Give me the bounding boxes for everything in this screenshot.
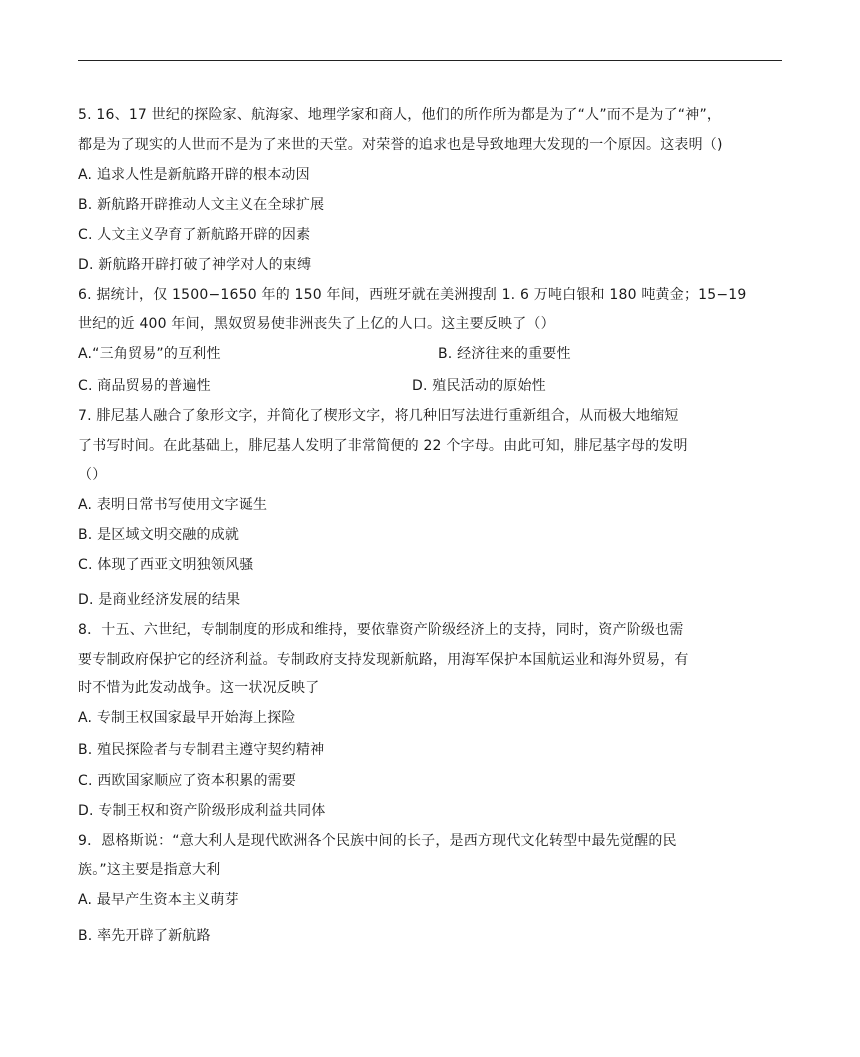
option-c: C. 西欧国家顺应了资本积累的需要 — [78, 773, 297, 789]
question-stem-line: 5. 16、17 世纪的探险家、航海家、地理学家和商人，他们的所作所为都是为了“人”而不是为了“神”， — [78, 107, 722, 123]
option-b: B. 是区域文明交融的成就 — [78, 527, 240, 543]
question-stem-line: 7. 腓尼基人融合了象形文字，并简化了楔形文字，将几种旧写法进行重新组合，从而极大地缩短 — [78, 408, 679, 424]
question-stem-line: 6. 据统计，仅 1500−1650 年的 150 年间，西班牙就在美洲搜刮 1. 6 万吨白银和 180 吨黄金；15−19 — [78, 287, 747, 303]
option-a: A. 表明日常书写使用文字诞生 — [78, 497, 268, 513]
option-c: C. 商品贸易的普遍性 — [78, 378, 211, 394]
question-stem-line: 时不惜为此发动战争。这一状况反映了 — [78, 680, 320, 696]
option-a: A.“三角贸易”的互利性 — [78, 346, 221, 362]
question-stem-line: 世纪的近 400 年间，黑奴贸易使非洲丧失了上亿的人口。这主要反映了（） — [78, 316, 555, 332]
question-stem-line: 族。”这主要是指意大利 — [78, 862, 221, 878]
option-b: B. 率先开辟了新航路 — [78, 928, 211, 944]
question-stem-line: 8．十五、六世纪，专制制度的形成和维持，要依靠资产阶级经济上的支持，同时，资产阶级也需 — [78, 622, 684, 638]
option-d: D. 专制王权和资产阶级形成利益共同体 — [78, 803, 326, 819]
question-stem-line: 了书写时间。在此基础上，腓尼基人发明了非常简便的 22 个字母。由此可知，腓尼基字母的发明 — [78, 438, 688, 454]
question-stem-line: 要专制政府保护它的经济利益。专制政府支持发现新航路，用海军保护本国航运业和海外贸易，有 — [78, 652, 689, 668]
question-stem-line: （） — [78, 467, 107, 483]
option-b: B. 经济往来的重要性 — [438, 346, 571, 362]
option-a: A. 追求人性是新航路开辟的根本动因 — [78, 167, 310, 183]
option-d: D. 新航路开辟打破了神学对人的束缚 — [78, 257, 312, 273]
question-stem-line: 9．恩格斯说：“意大利人是现代欧洲各个民族中间的长子，是西方现代文化转型中最先觉醒的民 — [78, 833, 677, 849]
option-d: D. 殖民活动的原始性 — [412, 378, 546, 394]
option-a: A. 最早产生资本主义萌芽 — [78, 892, 239, 908]
option-c: C. 体现了西亚文明独领风骚 — [78, 557, 254, 573]
header-rule — [78, 60, 782, 61]
option-b: B. 新航路开辟推动人文主义在全球扩展 — [78, 197, 325, 213]
option-b: B. 殖民探险者与专制君主遵守契约精神 — [78, 742, 325, 758]
question-stem-line: 都是为了现实的人世而不是为了来世的天堂。对荣誉的追求也是导致地理大发现的一个原因。这表明（) — [78, 137, 723, 153]
option-c: C. 人文主义孕育了新航路开辟的因素 — [78, 227, 311, 243]
option-a: A. 专制王权国家最早开始海上探险 — [78, 710, 296, 726]
option-d: D. 是商业经济发展的结果 — [78, 592, 241, 608]
